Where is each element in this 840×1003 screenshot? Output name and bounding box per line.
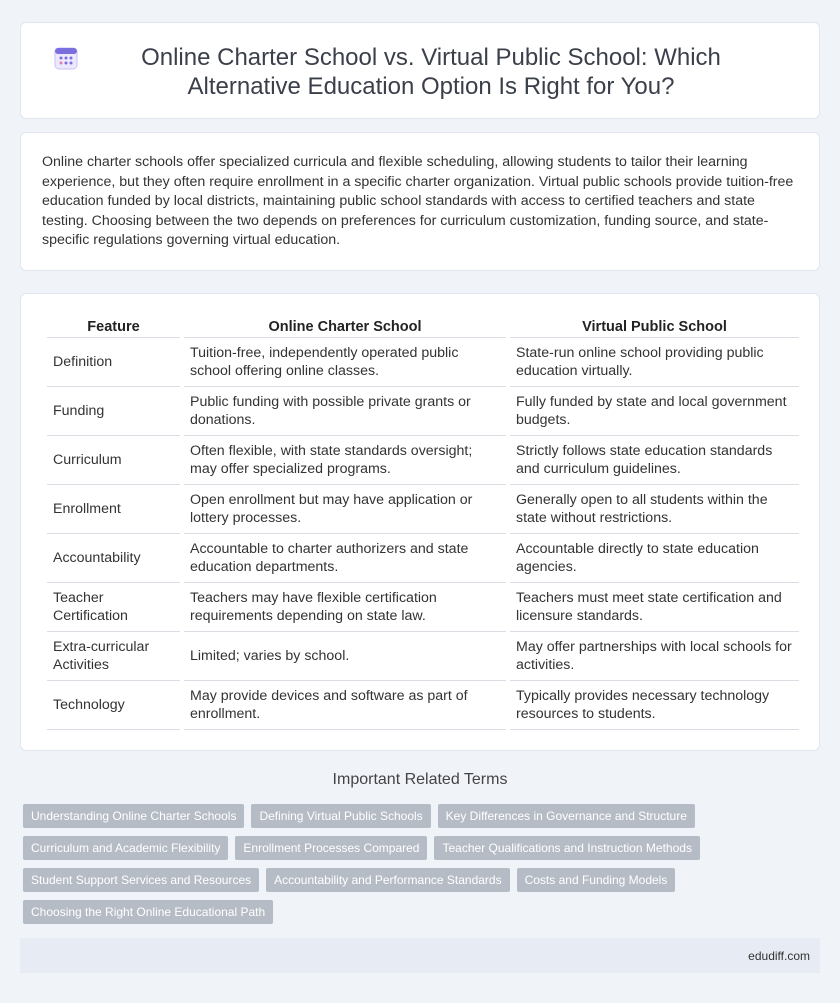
footer-site-link[interactable]: edudiff.com: [748, 949, 810, 963]
feature-cell: Definition: [47, 338, 180, 387]
related-term-tag[interactable]: Teacher Qualifications and Instruction Methods: [434, 836, 699, 860]
comparison-table: [43, 314, 803, 730]
table-row: [47, 436, 799, 485]
intro-paragraph: Online charter schools offer specialized curricula and flexible scheduling, allowing students to tailor their learning experience, but they often require enrollment in a specific charter organization. Virtual public schools provide tuition-free education funded by local districts, maintaining public school standards with access to certified teachers and state testing. Choosing between the two depends on preferences for curriculum customization, funding source, and state-specific regulations governing virtual education.: [42, 154, 794, 249]
charter-cell: Limited; varies by school.: [184, 632, 506, 681]
tag-row: [23, 804, 823, 828]
table-row: [47, 583, 799, 632]
related-term-tag[interactable]: Enrollment Processes Compared: [235, 836, 427, 860]
feature-cell: Teacher Certification: [47, 583, 180, 632]
related-term-tag[interactable]: Curriculum and Academic Flexibility: [23, 836, 228, 860]
charter-cell: Public funding with possible private grants or donations.: [184, 387, 506, 436]
related-term-tag[interactable]: Student Support Services and Resources: [23, 868, 259, 892]
related-term-tag[interactable]: Understanding Online Charter Schools: [23, 804, 244, 828]
header-online-charter: Online Charter School: [184, 314, 506, 338]
charter-cell: Often flexible, with state standards oversight; may offer specialized programs.: [184, 436, 506, 485]
virtual-cell: Strictly follows state education standards and curriculum guidelines.: [510, 436, 799, 485]
footer: [20, 938, 820, 973]
charter-cell: Tuition-free, independently operated public school offering online classes.: [184, 338, 506, 387]
table-row: [47, 534, 799, 583]
intro-card: [20, 132, 820, 271]
virtual-cell: Generally open to all students within the state without restrictions.: [510, 485, 799, 534]
charter-cell: May provide devices and software as part of enrollment.: [184, 681, 506, 730]
related-terms-tags: [23, 804, 823, 932]
related-terms-title: Important Related Terms: [332, 771, 508, 788]
virtual-cell: Accountable directly to state education agencies.: [510, 534, 799, 583]
feature-cell: Accountability: [47, 534, 180, 583]
tag-row: [23, 868, 823, 892]
feature-cell: Curriculum: [47, 436, 180, 485]
virtual-cell: Fully funded by state and local government budgets.: [510, 387, 799, 436]
table-header-row: [47, 314, 799, 338]
charter-cell: Teachers may have flexible certification requirements depending on state law.: [184, 583, 506, 632]
header-virtual-public: Virtual Public School: [510, 314, 799, 338]
table-row: [47, 681, 799, 730]
header-card: [20, 22, 820, 119]
virtual-cell: State-run online school providing public education virtually.: [510, 338, 799, 387]
charter-cell: Accountable to charter authorizers and state education departments.: [184, 534, 506, 583]
page-title: Online Charter School vs. Virtual Public School: Which Alternative Education Option Is Right for You?: [141, 43, 721, 100]
related-term-tag[interactable]: Choosing the Right Online Educational Path: [23, 900, 273, 924]
comparison-table-card: [20, 293, 820, 751]
tag-row: [23, 836, 823, 860]
charter-cell: Open enrollment but may have application or lottery processes.: [184, 485, 506, 534]
feature-cell: Extra-curricular Activities: [47, 632, 180, 681]
feature-cell: Technology: [47, 681, 180, 730]
virtual-cell: Typically provides necessary technology resources to students.: [510, 681, 799, 730]
table-row: [47, 387, 799, 436]
header-feature: Feature: [47, 314, 180, 338]
table-row: [47, 338, 799, 387]
tag-row: [23, 900, 823, 924]
related-term-tag[interactable]: Costs and Funding Models: [517, 868, 676, 892]
table-row: [47, 485, 799, 534]
related-term-tag[interactable]: Key Differences in Governance and Structure: [438, 804, 695, 828]
table-row: [47, 632, 799, 681]
related-term-tag[interactable]: Accountability and Performance Standards: [266, 868, 509, 892]
virtual-cell: Teachers must meet state certification and licensure standards.: [510, 583, 799, 632]
related-term-tag[interactable]: Defining Virtual Public Schools: [251, 804, 430, 828]
virtual-cell: May offer partnerships with local schools for activities.: [510, 632, 799, 681]
feature-cell: Funding: [47, 387, 180, 436]
feature-cell: Enrollment: [47, 485, 180, 534]
